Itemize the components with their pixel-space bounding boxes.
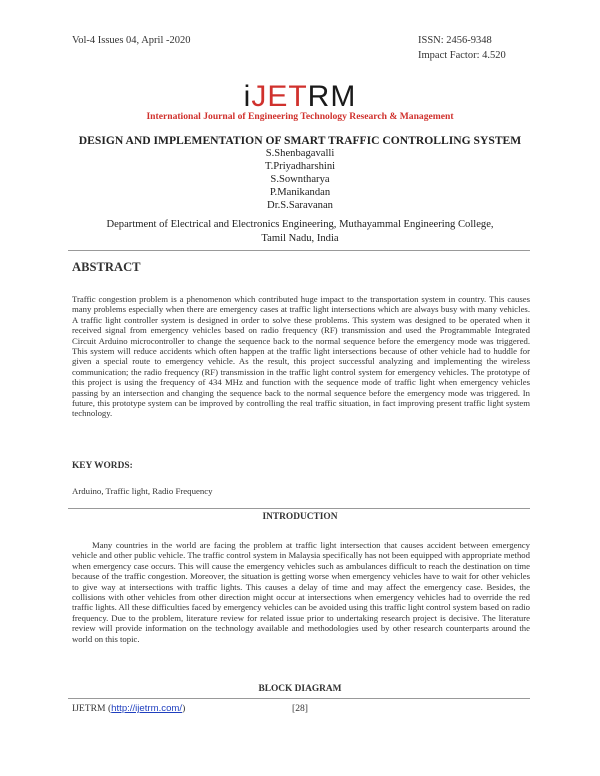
logo-suffix: RM <box>307 80 357 113</box>
volume-info: Vol-4 Issues 04, April -2020 <box>72 35 191 46</box>
journal-name: International Journal of Engineering Technology Research & Management <box>146 111 454 122</box>
block-diagram-heading: BLOCK DIAGRAM <box>258 684 342 694</box>
divider <box>68 250 530 251</box>
footer-close: ) <box>182 703 186 714</box>
footer-journal <box>72 703 185 714</box>
issn: ISSN: 2456-9348 <box>418 35 492 46</box>
author: T.Priyadharshini <box>264 161 336 172</box>
introduction-text: Many countries in the world are facing the problem at traffic light intersection that causes accident between emergency vehicle and other public vehicle. The traffic control system in Malaysia specifically has not been equipped with appropriate method when emergency case occurs. This will cause the emergency vehicles such as ambulances difficult to reach the destination on time because of the traffic congestion. Moreover, the situation is getting worse when emergency vehicles have to wait for other vehicles to give way at intersections with traffic lights. This causes a delay of time and may affect the emergency case. Besides, the collisions with other vehicles from other direction might occur at intersections when emergency vehicles had to override the red traffic lights. All these difficulties faced by emergency vehicles can be avoided using this traffic light control system based on radio frequency. Due to the problem, literature review for related issue prior to undertaking research project is decisive. The literature review will provide information on the technology available and methodologies used by other research counterparts around the world on this topic. <box>72 540 530 644</box>
author: P.Manikandan <box>269 187 331 198</box>
journal-logo <box>0 80 600 114</box>
page-number: [28] <box>292 703 308 714</box>
keywords-heading: KEY WORDS: <box>72 461 133 471</box>
logo-prefix: i <box>243 80 252 113</box>
author: S.Shenbagavalli <box>265 148 335 159</box>
author: S.Sowntharya <box>270 174 330 185</box>
affiliation-line-2: Tamil Nadu, India <box>261 233 339 244</box>
divider <box>68 508 530 509</box>
paper-title: DESIGN AND IMPLEMENTATION OF SMART TRAFFIC CONTROLLING SYSTEM <box>78 134 522 147</box>
abstract-heading: ABSTRACT <box>72 260 141 274</box>
author: Dr.S.Saravanan <box>267 200 333 211</box>
affiliation-line-1: Department of Electrical and Electronics Engineering, Muthayammal Engineering College, <box>106 219 494 230</box>
footer-label: IJETRM ( <box>72 703 112 714</box>
impact-factor: Impact Factor: 4.520 <box>418 50 506 61</box>
divider <box>68 698 530 699</box>
abstract-text: Traffic congestion problem is a phenomenon which contributed huge impact to the transportation system in country. This causes many problems especially when there are emergency cases at traffic light intersections which are always busy with many vehicles. A traffic light controller system is designed in order to solve these problems. This system was designed to be operated when it received signal from emergency vehicles based on radio frequency (RF) transmission and used the Programmable Integrated Circuit Arduino microcontroller to change the sequence back to the normal sequence before the emergency mode was triggered. This system will reduce accidents which often happen at the traffic light intersections because of other vehicle had to huddle for given a special route to emergency vehicle. As the result, this project successful analyzing and implementing the wireless communication; the radio frequency (RF) transmission in the traffic light control system for emergency vehicles. The prototype of this project is using the frequency of 434 MHz and function with the sequence mode of traffic light when emergency vehicles passing by an intersection and changing the sequence back to the normal sequence before the emergency mode was triggered. In future, this prototype system can be improved by controlling the real traffic situation, in fact improving present traffic light system technology. <box>72 294 530 419</box>
logo-accent: JET <box>251 80 308 113</box>
introduction-heading: INTRODUCTION <box>262 512 338 522</box>
keywords-text: Arduino, Traffic light, Radio Frequency <box>72 486 213 496</box>
journal-link[interactable]: http://ijetrm.com/ <box>111 703 183 714</box>
